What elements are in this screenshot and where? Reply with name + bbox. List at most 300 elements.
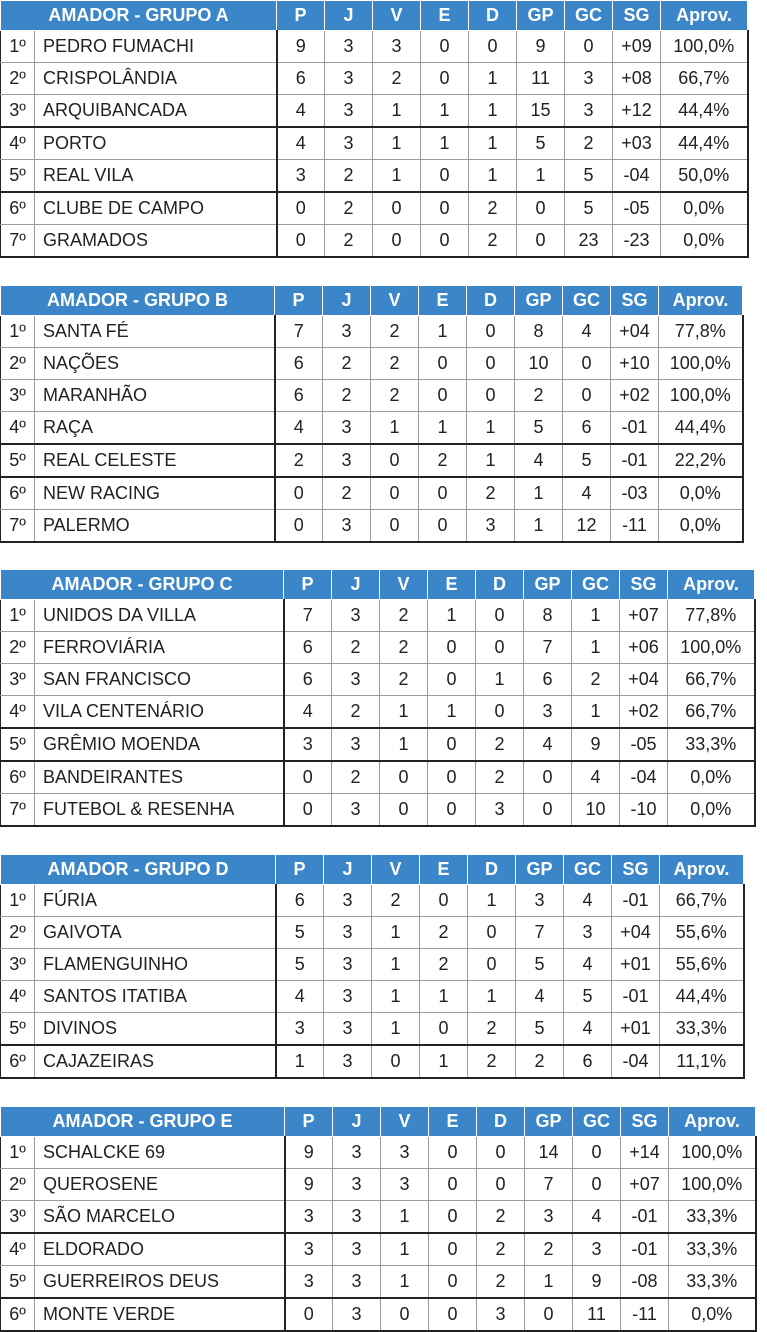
stat-cell: -01 [611, 412, 659, 445]
position-cell: 6º [1, 477, 35, 510]
position-cell: 4º [1, 1233, 35, 1266]
stat-cell: 0 [467, 348, 515, 380]
stat-cell: 0 [517, 225, 565, 258]
stat-cell: 2 [476, 761, 524, 794]
stat-cell: 0 [477, 1169, 525, 1201]
column-header: J [333, 1107, 381, 1137]
stat-cell: 0 [428, 728, 476, 761]
position-cell: 5º [1, 444, 35, 477]
column-header: GC [564, 855, 612, 885]
stat-cell: 0 [275, 510, 323, 543]
stat-cell: 1 [381, 1266, 429, 1299]
stat-cell: 3 [333, 1233, 381, 1266]
stat-cell: +02 [611, 380, 659, 412]
position-cell: 2º [1, 348, 35, 380]
stat-cell: 2 [380, 600, 428, 632]
stat-cell: 5 [565, 160, 613, 193]
stat-cell: 100,0% [669, 1169, 756, 1201]
team-name-cell: BANDEIRANTES [35, 761, 284, 794]
stat-cell: 15 [517, 95, 565, 128]
stat-cell: 3 [324, 949, 372, 981]
position-cell: 4º [1, 981, 35, 1013]
stat-cell: 2 [275, 444, 323, 477]
team-name-cell: PEDRO FUMACHI [35, 31, 277, 63]
stat-cell: 1 [515, 510, 563, 543]
stat-cell: 0 [468, 917, 516, 949]
stat-cell: 0 [468, 949, 516, 981]
stat-cell: 3 [324, 885, 372, 917]
stat-cell: 8 [515, 316, 563, 348]
stat-cell: 0 [419, 380, 467, 412]
position-cell: 1º [1, 885, 35, 917]
stat-cell: 2 [420, 949, 468, 981]
stat-cell: 1 [373, 127, 421, 160]
stat-cell: 44,4% [661, 95, 748, 128]
stat-cell: 1 [419, 412, 467, 445]
stat-cell: 0 [429, 1201, 477, 1234]
column-header: J [332, 570, 380, 600]
stat-cell: 4 [284, 696, 332, 729]
stat-cell: 1 [525, 1266, 573, 1299]
stat-cell: 1 [420, 1045, 468, 1078]
stat-cell: 1 [372, 1013, 420, 1046]
stat-cell: 4 [573, 1201, 621, 1234]
stat-cell: 0 [467, 380, 515, 412]
header-row [1, 1, 748, 31]
stat-cell: 2 [332, 632, 380, 664]
stat-cell: 0,0% [668, 794, 755, 827]
stat-cell: 2 [325, 160, 373, 193]
stat-cell: 1 [468, 981, 516, 1013]
stat-cell: 0 [467, 316, 515, 348]
stat-cell: 2 [371, 380, 419, 412]
stat-cell: 4 [572, 761, 620, 794]
table-row [1, 600, 755, 632]
column-header: E [421, 1, 469, 31]
stat-cell: +07 [621, 1169, 669, 1201]
table-row [1, 917, 744, 949]
stat-cell: 14 [525, 1137, 573, 1169]
position-cell: 6º [1, 761, 35, 794]
stat-cell: 0 [371, 477, 419, 510]
stat-cell: 2 [572, 664, 620, 696]
stat-cell: 5 [276, 949, 324, 981]
position-cell: 4º [1, 412, 35, 445]
stat-cell: -01 [612, 981, 660, 1013]
stat-cell: 22,2% [659, 444, 743, 477]
team-name-cell: CRISPOLÂNDIA [35, 63, 277, 95]
team-name-cell: UNIDOS DA VILLA [35, 600, 284, 632]
stat-cell: 0 [429, 1266, 477, 1299]
stat-cell: 66,7% [661, 63, 748, 95]
table-row [1, 1045, 744, 1078]
position-cell: 3º [1, 949, 35, 981]
stat-cell: 3 [477, 1298, 525, 1331]
stat-cell: 0 [421, 160, 469, 193]
stat-cell: 3 [323, 412, 371, 445]
stat-cell: 2 [477, 1233, 525, 1266]
column-header: GP [516, 855, 564, 885]
stat-cell: 55,6% [660, 917, 744, 949]
stat-cell: 3 [476, 794, 524, 827]
table-row [1, 316, 743, 348]
column-header: D [468, 855, 516, 885]
stat-cell: 6 [524, 664, 572, 696]
column-header: D [476, 570, 524, 600]
team-name-cell: MONTE VERDE [35, 1298, 285, 1331]
stat-cell: 3 [324, 1045, 372, 1078]
table-row [1, 380, 743, 412]
stat-cell: 3 [332, 664, 380, 696]
stat-cell: 0 [428, 761, 476, 794]
stat-cell: 0 [421, 192, 469, 225]
stat-cell: -04 [612, 1045, 660, 1078]
position-cell: 1º [1, 600, 35, 632]
stat-cell: 11 [573, 1298, 621, 1331]
stat-cell: 5 [516, 1013, 564, 1046]
table-row [1, 981, 744, 1013]
stat-cell: 3 [325, 95, 373, 128]
stat-cell: 1 [381, 1201, 429, 1234]
stat-cell: 77,8% [659, 316, 743, 348]
column-header: GP [525, 1107, 573, 1137]
team-name-cell: SANTOS ITATIBA [35, 981, 276, 1013]
column-header: GC [573, 1107, 621, 1137]
stat-cell: 8 [524, 600, 572, 632]
stat-cell: 3 [565, 95, 613, 128]
stat-cell: 66,7% [668, 664, 755, 696]
stat-cell: 1 [380, 696, 428, 729]
stat-cell: 2 [469, 192, 517, 225]
position-cell: 4º [1, 127, 35, 160]
stat-cell: 2 [420, 917, 468, 949]
stat-cell: 3 [524, 696, 572, 729]
stat-cell: 3 [332, 794, 380, 827]
stat-cell: +04 [620, 664, 668, 696]
stat-cell: 0 [428, 794, 476, 827]
team-name-cell: SAN FRANCISCO [35, 664, 284, 696]
stat-cell: 1 [421, 127, 469, 160]
stat-cell: 23 [565, 225, 613, 258]
team-name-cell: CLUBE DE CAMPO [35, 192, 277, 225]
stat-cell: 0 [477, 1137, 525, 1169]
column-header: SG [611, 286, 659, 316]
stat-cell: 1 [372, 949, 420, 981]
team-name-cell: GAIVOTA [35, 917, 276, 949]
stat-cell: 3 [373, 31, 421, 63]
stat-cell: 1 [372, 917, 420, 949]
stat-cell: 6 [563, 412, 611, 445]
stat-cell: -11 [621, 1298, 669, 1331]
stat-cell: -11 [611, 510, 659, 543]
stat-cell: 4 [564, 949, 612, 981]
column-header: D [469, 1, 517, 31]
column-header: GP [517, 1, 565, 31]
position-cell: 2º [1, 632, 35, 664]
position-cell: 3º [1, 664, 35, 696]
stat-cell: 3 [333, 1169, 381, 1201]
team-name-cell: VILA CENTENÁRIO [35, 696, 284, 729]
stat-cell: 0 [429, 1169, 477, 1201]
group-table [0, 1106, 757, 1332]
stat-cell: 1 [419, 316, 467, 348]
group-title: AMADOR - GRUPO D [1, 855, 276, 885]
stat-cell: 0 [420, 1013, 468, 1046]
team-name-cell: SANTA FÉ [35, 316, 275, 348]
stat-cell: 0 [429, 1233, 477, 1266]
table-row [1, 949, 744, 981]
stat-cell: 2 [323, 380, 371, 412]
column-header: J [324, 855, 372, 885]
team-name-cell: SCHALCKE 69 [35, 1137, 285, 1169]
team-name-cell: RAÇA [35, 412, 275, 445]
stat-cell: 0 [476, 632, 524, 664]
table-row [1, 1169, 756, 1201]
stat-cell: 0 [277, 225, 325, 258]
stat-cell: 0,0% [659, 510, 743, 543]
position-cell: 2º [1, 1169, 35, 1201]
group-table [0, 569, 756, 827]
table-row [1, 31, 748, 63]
stat-cell: 1 [468, 885, 516, 917]
stat-cell: 3 [333, 1266, 381, 1299]
stat-cell: +06 [620, 632, 668, 664]
stat-cell: 3 [325, 63, 373, 95]
position-cell: 2º [1, 917, 35, 949]
stat-cell: 2 [380, 664, 428, 696]
team-name-cell: CAJAZEIRAS [35, 1045, 276, 1078]
column-header: V [372, 855, 420, 885]
header-row [1, 855, 744, 885]
stat-cell: 0 [277, 192, 325, 225]
stat-cell: 0 [373, 192, 421, 225]
stat-cell: 3 [573, 1233, 621, 1266]
stat-cell: 3 [332, 728, 380, 761]
stat-cell: 5 [564, 981, 612, 1013]
column-header: D [467, 286, 515, 316]
stat-cell: +04 [612, 917, 660, 949]
stat-cell: 4 [564, 885, 612, 917]
stat-cell: 9 [277, 31, 325, 63]
stat-cell: 2 [468, 1013, 516, 1046]
stat-cell: 2 [332, 761, 380, 794]
stat-cell: 6 [275, 348, 323, 380]
stat-cell: 2 [419, 444, 467, 477]
column-header: SG [620, 570, 668, 600]
stat-cell: 50,0% [661, 160, 748, 193]
group-title: AMADOR - GRUPO A [1, 1, 277, 31]
position-cell: 3º [1, 95, 35, 128]
column-header: Aprov. [668, 570, 755, 600]
stat-cell: 4 [276, 981, 324, 1013]
column-header: E [429, 1107, 477, 1137]
stat-cell: 2 [516, 1045, 564, 1078]
team-name-cell: FUTEBOL & RESENHA [35, 794, 284, 827]
stat-cell: +01 [612, 1013, 660, 1046]
stat-cell: 3 [333, 1298, 381, 1331]
stat-cell: 1 [517, 160, 565, 193]
team-name-cell: GUERREIROS DEUS [35, 1266, 285, 1299]
stat-cell: -10 [620, 794, 668, 827]
stat-cell: 2 [477, 1266, 525, 1299]
stat-cell: 1 [372, 981, 420, 1013]
stat-cell: 0 [284, 794, 332, 827]
table-row [1, 761, 755, 794]
stat-cell: 55,6% [660, 949, 744, 981]
column-header: GC [565, 1, 613, 31]
stat-cell: 10 [515, 348, 563, 380]
column-header: Aprov. [661, 1, 748, 31]
team-name-cell: SÃO MARCELO [35, 1201, 285, 1234]
position-cell: 3º [1, 1201, 35, 1234]
stat-cell: 77,8% [668, 600, 755, 632]
stat-cell: 1 [572, 696, 620, 729]
stat-cell: 0 [275, 477, 323, 510]
position-cell: 6º [1, 1298, 35, 1331]
team-name-cell: PORTO [35, 127, 277, 160]
stat-cell: 33,3% [669, 1266, 756, 1299]
stat-cell: 5 [515, 412, 563, 445]
stat-cell: 4 [275, 412, 323, 445]
column-header: J [323, 286, 371, 316]
table-row [1, 885, 744, 917]
stat-cell: 3 [325, 31, 373, 63]
stat-cell: 2 [477, 1201, 525, 1234]
column-header: P [285, 1107, 333, 1137]
position-cell: 1º [1, 31, 35, 63]
table-row [1, 664, 755, 696]
team-name-cell: REAL VILA [35, 160, 277, 193]
stat-cell: 3 [381, 1169, 429, 1201]
stat-cell: 0 [371, 510, 419, 543]
table-row [1, 1201, 756, 1234]
stat-cell: -01 [621, 1233, 669, 1266]
stat-cell: 5 [516, 949, 564, 981]
stat-cell: 3 [525, 1201, 573, 1234]
column-header: E [428, 570, 476, 600]
stat-cell: 0,0% [668, 761, 755, 794]
position-cell: 1º [1, 1137, 35, 1169]
stat-cell: 9 [285, 1169, 333, 1201]
stat-cell: -04 [613, 160, 661, 193]
table-row [1, 1266, 756, 1299]
table-row [1, 160, 748, 193]
stat-cell: 3 [324, 1013, 372, 1046]
stat-cell: 7 [275, 316, 323, 348]
stat-cell: 2 [515, 380, 563, 412]
stat-cell: 0 [420, 885, 468, 917]
stat-cell: 6 [275, 380, 323, 412]
stat-cell: 1 [572, 600, 620, 632]
stat-cell: 1 [428, 600, 476, 632]
stat-cell: 2 [525, 1233, 573, 1266]
stat-cell: 1 [420, 981, 468, 1013]
column-header: SG [621, 1107, 669, 1137]
stat-cell: 4 [563, 316, 611, 348]
group-table [0, 854, 745, 1079]
stat-cell: 3 [332, 600, 380, 632]
column-header: GP [515, 286, 563, 316]
stat-cell: +01 [612, 949, 660, 981]
stat-cell: 3 [333, 1201, 381, 1234]
stat-cell: 10 [572, 794, 620, 827]
stat-cell: 5 [517, 127, 565, 160]
table-row [1, 95, 748, 128]
stat-cell: 1 [276, 1045, 324, 1078]
team-name-cell: FLAMENGUINHO [35, 949, 276, 981]
stat-cell: +08 [613, 63, 661, 95]
stat-cell: 3 [284, 728, 332, 761]
stat-cell: 1 [381, 1233, 429, 1266]
stat-cell: -01 [621, 1201, 669, 1234]
stat-cell: 1 [469, 127, 517, 160]
stat-cell: 0 [371, 444, 419, 477]
team-name-cell: FÚRIA [35, 885, 276, 917]
stat-cell: 0 [563, 348, 611, 380]
stat-cell: 33,3% [668, 728, 755, 761]
table-row [1, 63, 748, 95]
stat-cell: 2 [380, 632, 428, 664]
stat-cell: 11 [517, 63, 565, 95]
stat-cell: 2 [469, 225, 517, 258]
stat-cell: 1 [469, 95, 517, 128]
stat-cell: 0 [421, 63, 469, 95]
stat-cell: 0 [428, 664, 476, 696]
team-name-cell: FERROVIÁRIA [35, 632, 284, 664]
stat-cell: 3 [285, 1201, 333, 1234]
stat-cell: 9 [517, 31, 565, 63]
stat-cell: 100,0% [668, 632, 755, 664]
stat-cell: 9 [285, 1137, 333, 1169]
team-name-cell: REAL CELESTE [35, 444, 275, 477]
stat-cell: 3 [324, 981, 372, 1013]
stat-cell: 0 [469, 31, 517, 63]
table-row [1, 1013, 744, 1046]
stat-cell: 7 [284, 600, 332, 632]
team-name-cell: MARANHÃO [35, 380, 275, 412]
stat-cell: 3 [564, 917, 612, 949]
table-row [1, 696, 755, 729]
stat-cell: 0 [565, 31, 613, 63]
stat-cell: 100,0% [659, 348, 743, 380]
position-cell: 5º [1, 1013, 35, 1046]
table-row [1, 477, 743, 510]
position-cell: 4º [1, 696, 35, 729]
position-cell: 7º [1, 510, 35, 543]
stat-cell: 4 [515, 444, 563, 477]
group-title: AMADOR - GRUPO B [1, 286, 275, 316]
stat-cell: 100,0% [669, 1137, 756, 1169]
stat-cell: 0 [285, 1298, 333, 1331]
stat-cell: 2 [325, 192, 373, 225]
table-row [1, 444, 743, 477]
position-cell: 2º [1, 63, 35, 95]
table-row [1, 1137, 756, 1169]
stat-cell: 0 [380, 761, 428, 794]
header-row [1, 1107, 756, 1137]
stat-cell: 1 [380, 728, 428, 761]
stat-cell: 1 [467, 444, 515, 477]
stat-cell: 2 [565, 127, 613, 160]
column-header: E [419, 286, 467, 316]
table-row [1, 348, 743, 380]
stat-cell: 6 [277, 63, 325, 95]
stat-cell: 0 [563, 380, 611, 412]
stat-cell: -04 [620, 761, 668, 794]
stat-cell: 0,0% [669, 1298, 756, 1331]
stat-cell: 2 [468, 1045, 516, 1078]
stat-cell: -01 [611, 444, 659, 477]
